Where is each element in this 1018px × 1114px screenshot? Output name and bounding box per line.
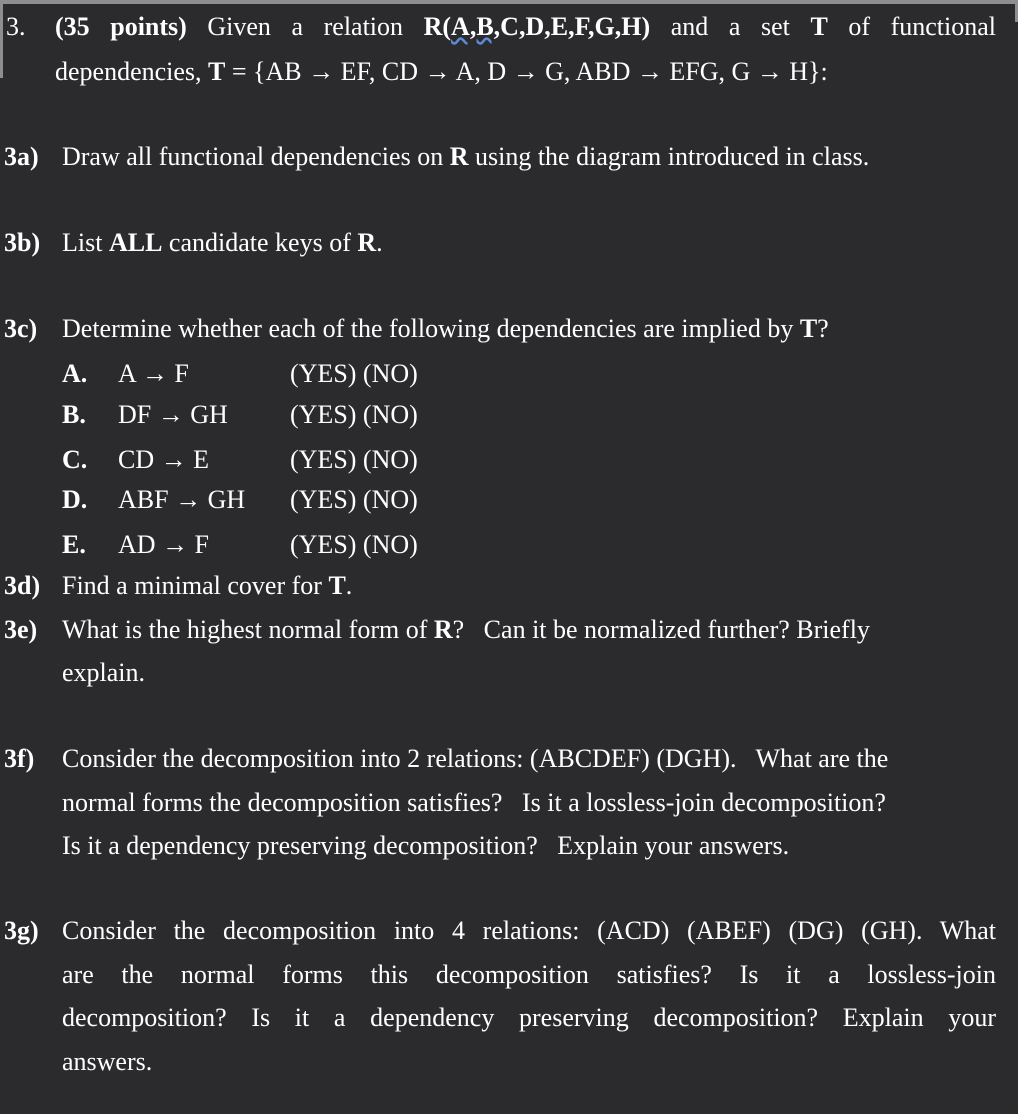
q3f-line2: normal forms the decomposition satisfies? Is it a lossless-join decomposition? (62, 788, 886, 817)
option-dependency: ABF → GH (118, 485, 246, 514)
q3b-label: 3b) (4, 228, 41, 257)
q3d-label: 3d) (4, 571, 41, 600)
q3c-text: Determine whether each of the following dependencies are implied by T? (62, 314, 829, 343)
q3g-line2: are the normal forms this decomposition satisfies? Is it a lossless-join (62, 960, 996, 989)
option-yes-no: (YES) (NO) (290, 485, 418, 514)
q3a-label: 3a) (4, 142, 39, 171)
q3c-label: 3c) (4, 314, 38, 343)
q3e-line1: What is the highest normal form of R? Can it be normalized further? Briefly (62, 615, 870, 644)
q3f-line1: Consider the decomposition into 2 relations: (ABCDEF) (DGH). What are the (62, 744, 889, 773)
option-yes-no: (YES) (NO) (290, 359, 418, 388)
q3-t-eq: T (208, 57, 226, 86)
window-top-border (0, 0, 1018, 4)
option-letter: B. (62, 400, 86, 429)
spell-check-underline: A,B, (451, 12, 501, 41)
option-dependency: CD → E (118, 445, 209, 474)
q3-intro-line1 (55, 12, 996, 42)
q3g-line3: decomposition? Is it a dependency preserving decomposition? Explain your (62, 1003, 996, 1032)
q3a-text: Draw all functional dependencies on R using the diagram introduced in class. (62, 142, 870, 171)
q3-fd-set: = {AB → EF, CD → A, D → G, ABD → EFG, G → H}: (231, 57, 828, 86)
q3-number: 3. (6, 12, 26, 41)
q3-and-a-set: and a set (670, 12, 790, 41)
q3-given: Given a relation (207, 12, 404, 41)
q3f-label: 3f) (4, 744, 35, 773)
option-dependency: AD → F (118, 530, 210, 559)
option-letter: A. (62, 359, 88, 388)
q3-of-functional: of functional (848, 12, 996, 41)
q3b-text: List ALL candidate keys of R. (62, 228, 383, 257)
option-yes-no: (YES) (NO) (290, 445, 418, 474)
option-letter: C. (62, 445, 88, 474)
option-letter: E. (62, 530, 86, 559)
window-left-border (0, 0, 3, 78)
q3g-line4: answers. (62, 1047, 153, 1076)
option-dependency: DF → GH (118, 400, 228, 429)
q3e-line2: explain. (62, 658, 146, 687)
q3f-line3: Is it a dependency preserving decomposition? Explain your answers. (62, 831, 790, 860)
q3-dependencies: dependencies, (55, 57, 202, 86)
option-yes-no: (YES) (NO) (290, 400, 418, 429)
q3-relation: R(A,B,C,D,E,F,G,H) (423, 12, 651, 41)
option-yes-no: (YES) (NO) (290, 530, 418, 559)
q3-intro-line2 (55, 57, 828, 87)
q3d-text: Find a minimal cover for T. (62, 571, 353, 600)
q3-points: (35 points) (55, 12, 187, 41)
q3g-label: 3g) (4, 916, 39, 945)
q3e-label: 3e) (4, 615, 38, 644)
q3-t-symbol: T (810, 12, 828, 41)
option-dependency: A → F (118, 359, 189, 388)
q3g-line1: Consider the decomposition into 4 relations: (ACD) (ABEF) (DG) (GH). What (62, 916, 996, 945)
option-letter: D. (62, 485, 88, 514)
